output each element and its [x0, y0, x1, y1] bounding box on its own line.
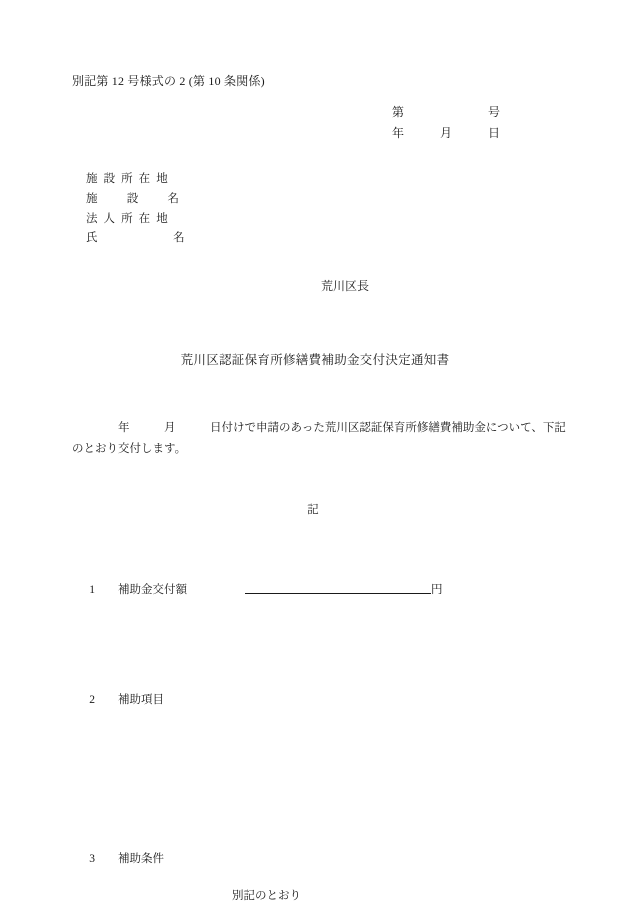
amount-input-line[interactable]: [245, 581, 431, 594]
document-number-line: 第 号: [391, 105, 500, 119]
item-row-3: [72, 834, 558, 886]
body-paragraph: [72, 418, 566, 461]
field-facility-name: 施 設 名: [86, 192, 180, 205]
issuer-name: 荒川区長: [320, 279, 369, 294]
field-person-name: 氏 名: [86, 232, 185, 245]
body-continuation-text: のとおり交付します。: [72, 443, 187, 456]
ki-mark: 記: [307, 504, 319, 517]
body-lead-text: 年 月 日付けで申請のあった荒川区認証保育所修繕費補助金について、下記: [72, 421, 566, 434]
document-title: 荒川区認証保育所修繕費補助金交付決定通知書: [180, 353, 450, 368]
item-1-label: 補助金交付額: [118, 583, 187, 596]
item-3-number: 3: [89, 853, 95, 866]
field-corporation-address: 法 人 所 在 地: [86, 212, 168, 225]
item-1-number: 1: [89, 583, 95, 596]
item-2-number: 2: [89, 693, 95, 706]
item-3-value: 別記のとおり: [232, 889, 301, 902]
document-number-block: [72, 102, 500, 144]
field-facility-address: 施 設 所 在 地: [86, 173, 168, 185]
item-2-label: 補助項目: [118, 693, 164, 706]
form-number: 別記第 12 号様式の 2 (第 10 条関係): [72, 74, 265, 88]
item-3-label: 補助条件: [118, 853, 164, 866]
item-row-2: [72, 674, 558, 726]
document-date-line: 年 月 日: [391, 126, 500, 140]
recipient-fields: [86, 170, 558, 249]
item-row-1: [72, 564, 558, 617]
item-1-unit: 円: [431, 583, 443, 596]
